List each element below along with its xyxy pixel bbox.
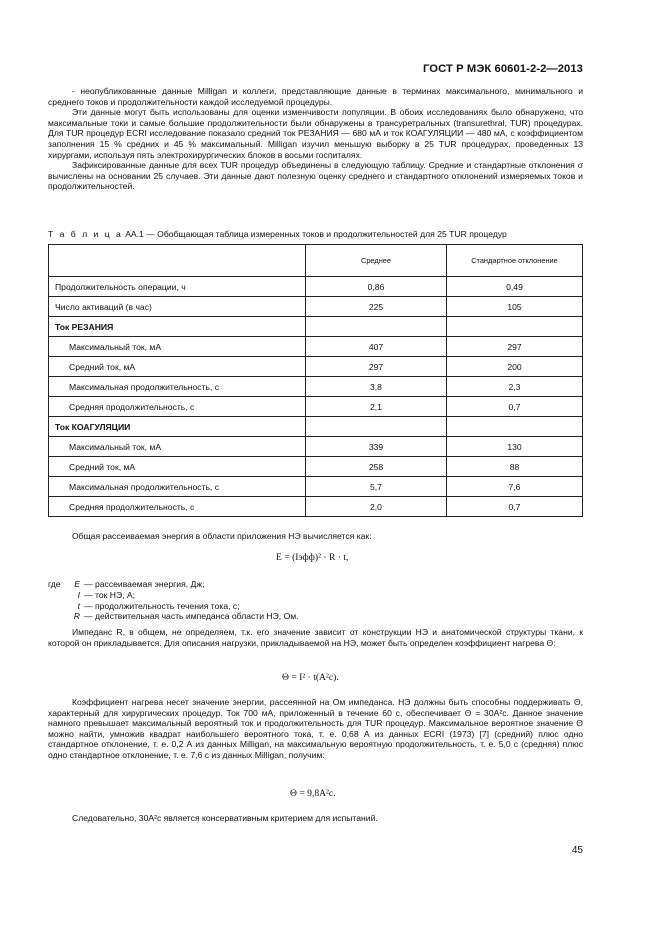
page-number: 45 — [571, 845, 583, 856]
paragraph-7: Следовательно, 30A²c является консервативным критерием для испытаний. — [72, 813, 378, 823]
table-row — [49, 437, 583, 457]
row-sd: 0,49 — [447, 277, 583, 297]
definition-text: — действительная часть импеданса области НЭ, Ом. — [84, 611, 299, 622]
row-mean: 2,0 — [306, 497, 447, 517]
row-label: Максимальный ток, мА — [49, 437, 306, 457]
row-label: Продолжительность операции, ч — [49, 277, 306, 297]
row-label: Максимальная продолжительность, с — [49, 477, 306, 497]
row-mean: 407 — [306, 337, 447, 357]
row-sd: 130 — [447, 437, 583, 457]
definition-row — [48, 579, 299, 590]
impedance-text — [48, 627, 583, 648]
row-sd: 297 — [447, 337, 583, 357]
paragraph-4: Общая рассеиваемая энергия в области приложения НЭ вычисляется как: — [72, 531, 372, 541]
row-sd — [447, 317, 583, 337]
header-sd: Стандартное отклонение — [447, 245, 583, 277]
definitions-lead: где — [48, 579, 61, 589]
row-mean — [306, 417, 447, 437]
table-row — [49, 277, 583, 297]
definition-symbol: E — [74, 579, 80, 589]
definition-symbol: I — [77, 589, 80, 600]
row-sd — [447, 417, 583, 437]
formula-result: Θ = 9,8A²c. — [290, 788, 336, 799]
definition-text: — рассеиваемая энергия, Дж; — [84, 579, 205, 589]
row-sd: 7,6 — [447, 477, 583, 497]
row-label: Средний ток, мА — [49, 357, 306, 377]
table-row — [49, 297, 583, 317]
definition-text: — продолжительность течения тока, с; — [84, 600, 240, 611]
table-caption-label: Т а б л и ц а — [48, 229, 123, 239]
row-sd: 200 — [447, 357, 583, 377]
table-row — [49, 477, 583, 497]
paragraph-3: Зафиксированные данные для всех TUR процедур объединены в следующую таблицу. Средние и стандартные отклонения σ вычислены на основании 25 случаев. Эти данные дают полезную оценку среднего и стандартного отклонений измеряемых токов и продолжительностей. — [48, 160, 583, 192]
row-mean: 297 — [306, 357, 447, 377]
definitions-list — [48, 579, 299, 622]
formula-energy: E = (Iэфф)² · R · t, — [276, 552, 349, 563]
definition-row — [48, 601, 299, 612]
summary-table — [48, 244, 583, 517]
paragraph-2: Эти данные могут быть использованы для оценки изменчивости популяции. В обоих исследованиях было обнаружено, что максимальные токи и самые большие продолжительности были обнаружены в трансуретральных (transurethral, TUR) процедурах. Для TUR процедур ECRI исследование показало средний ток РЕЗАНИЯ — 680 мА и ток КОАГУЛЯЦИИ — 480 мА, с коэффициентом заполнения 15 % средних и 45 % максимальный. Milligan изучил меньшую выборку в 25 TUR процедурах, проведенных 13 хирургами, используя пять электрохирургических блоков в восьми госпиталях. — [48, 107, 583, 160]
table-row — [49, 337, 583, 357]
section-label-coagulation: Ток КОАГУЛЯЦИИ — [49, 417, 306, 437]
definition-row — [48, 590, 299, 601]
row-mean: 5,7 — [306, 477, 447, 497]
row-mean: 3,8 — [306, 377, 447, 397]
row-sd: 0,7 — [447, 497, 583, 517]
paragraph-6: Коэффициент нагрева несет значение энергии, рассеянной на Ом импеданса. НЭ должны быть способны поддерживать Θ, характерный для хирургических процедур. Ток 700 мА, приложенный в течение 60 с, обеспечивает Θ = 30A²c. Данное значение намного превышает максимальный вероятный ток и продолжительность для TUR процедур. Максимальное вероятное значение Θ можно найти, умножив квадрат наибольшего вероятного тока, т. е. 0,68 А из данных ECRI (1973) [7] (средний) плюс одно стандартное отклонение, т. е. 0,2 А из данных Milligan, на максимальную вероятную продолжительность, т. е. 5,0 с (средняя) плюс одно стандартное отклонение, т. е. 7,6 с из данных Milligan, получим: — [48, 697, 583, 760]
row-label: Средняя продолжительность, с — [49, 397, 306, 417]
table-caption — [48, 229, 507, 239]
formula-heating: Θ = I² · t(A²c). — [282, 672, 339, 683]
definition-symbol: t — [77, 600, 80, 611]
row-mean — [306, 317, 447, 337]
row-mean: 339 — [306, 437, 447, 457]
row-mean: 225 — [306, 297, 447, 317]
row-sd: 105 — [447, 297, 583, 317]
row-mean: 2,1 — [306, 397, 447, 417]
row-mean: 258 — [306, 457, 447, 477]
row-sd: 88 — [447, 457, 583, 477]
row-label: Число активаций (в час) — [49, 297, 306, 317]
table-row — [49, 357, 583, 377]
intro-text — [48, 86, 583, 192]
energy-intro — [48, 531, 583, 542]
row-label: Средний ток, мА — [49, 457, 306, 477]
row-label: Максимальная продолжительность, с — [49, 377, 306, 397]
table-caption-text: АА.1 — Обобщающая таблица измеренных токов и продолжительностей для 25 TUR процедур — [125, 229, 507, 239]
section-label-cutting: Ток РЕЗАНИЯ — [49, 317, 306, 337]
row-label: Максимальный ток, мА — [49, 337, 306, 357]
paragraph-1: - неопубликованные данные Milligan и коллеги, представляющие данные в терминах максимального, минимального и среднего токов и продолжительности каждой исследуемой процедуры. — [48, 86, 583, 107]
table-header-row — [49, 245, 583, 277]
table-row — [49, 397, 583, 417]
row-mean: 0,86 — [306, 277, 447, 297]
row-label: Средняя продолжительность, с — [49, 497, 306, 517]
table-row — [49, 377, 583, 397]
table-row — [49, 457, 583, 477]
paragraph-5: Импеданс R, в общем, не определяем, т.к. его значение зависит от конструкции НЭ и анатомической структуры ткани, к которой он прикладывается. Для описания нагрузки, прикладываемой на НЭ, может быть определен коэффициент нагрева Θ: — [48, 627, 583, 648]
table-section-row — [49, 417, 583, 437]
table-section-row — [49, 317, 583, 337]
definition-symbol: R — [73, 611, 80, 622]
table-row — [49, 497, 583, 517]
definition-text: — ток НЭ, А; — [84, 589, 136, 600]
row-sd: 0,7 — [447, 397, 583, 417]
header-mean: Среднее — [306, 245, 447, 277]
definition-row — [48, 611, 299, 622]
standard-header: ГОСТ Р МЭК 60601-2-2—2013 — [422, 63, 583, 75]
heating-text — [48, 697, 583, 761]
header-empty-cell — [49, 245, 306, 277]
conclusion-text — [48, 813, 583, 824]
row-sd: 2,3 — [447, 377, 583, 397]
